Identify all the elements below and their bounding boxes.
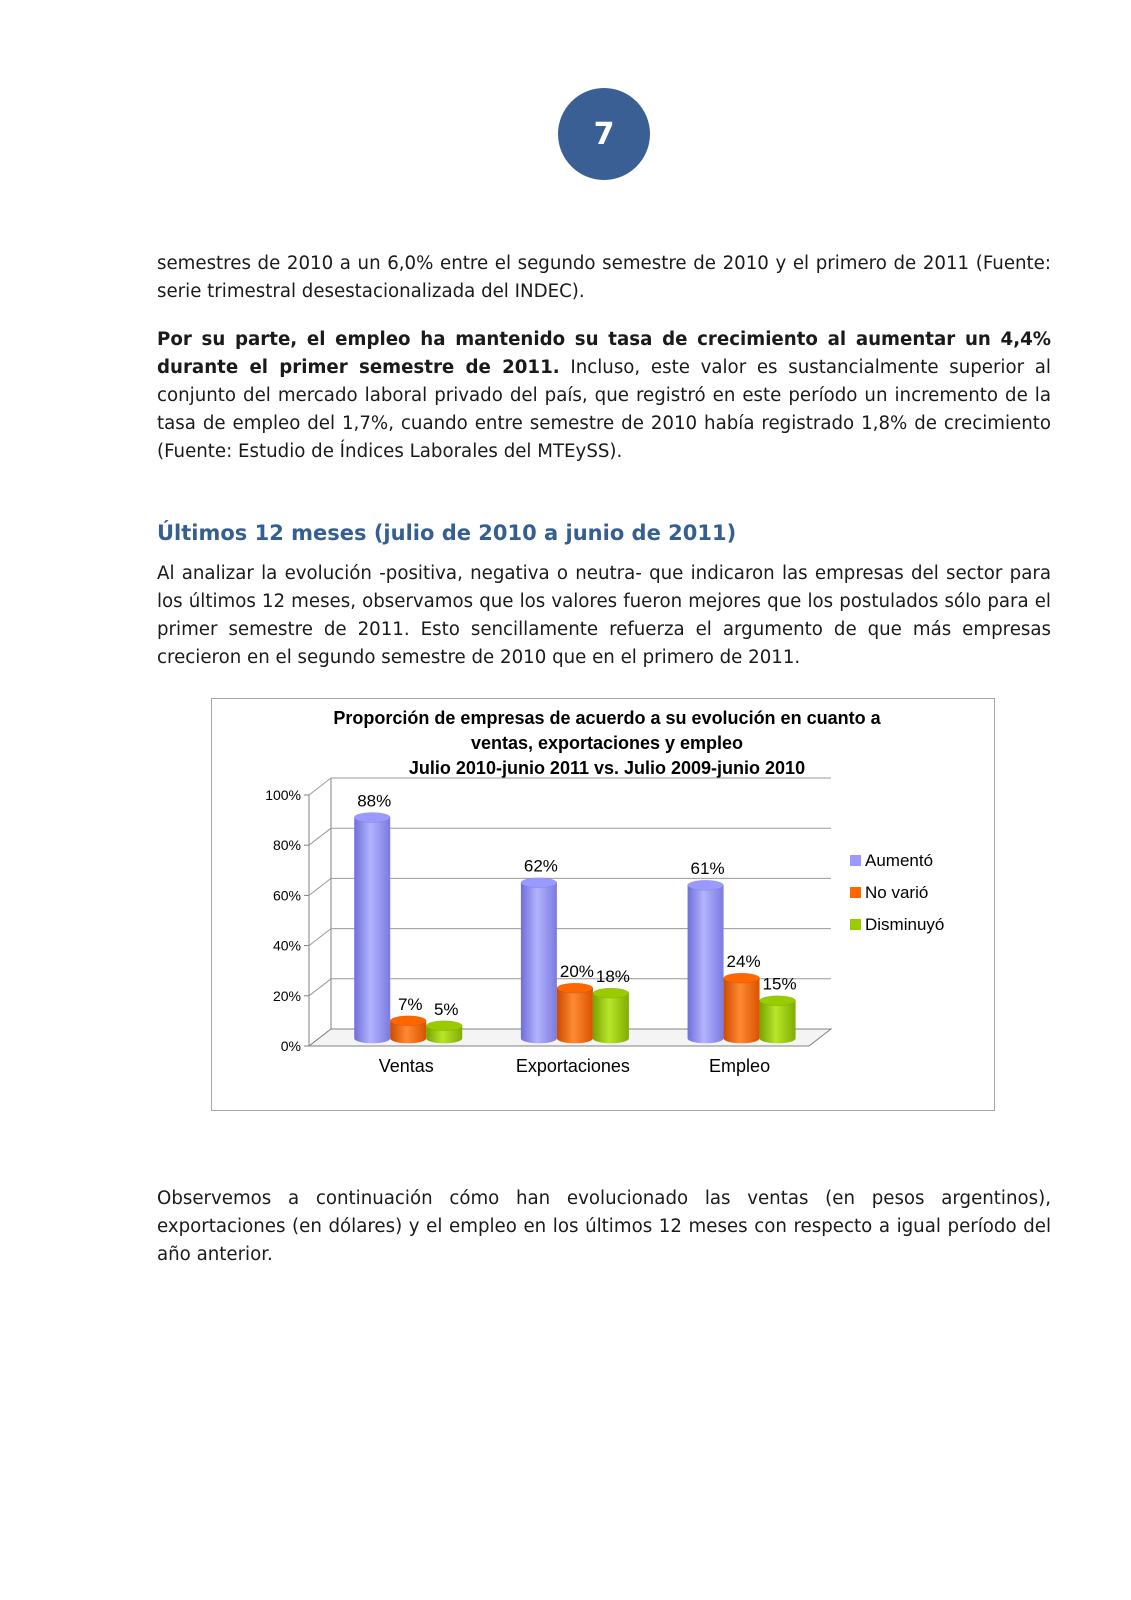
page-number: 7 <box>593 116 615 152</box>
chart-data-label: 24% <box>726 952 761 972</box>
page-number-badge <box>558 88 650 180</box>
paragraph-3: Al analizar la evolución -positiva, negativa o neutra- que indicaron las empresas del sector para los últimos 12 meses, observamos que los valores fueron mejores que los postulados sólo para el primer semestre de 2011. Esto sencillamente refuerza el argumento de que más empresas crecieron en el segundo semestre de 2010 que en el primero de 2011. <box>157 563 1051 668</box>
chart-legend-label: Aumentó <box>865 851 934 870</box>
chart-category-label: Ventas <box>378 1056 434 1076</box>
paragraph-2 <box>157 326 1051 466</box>
chart-data-label: 5% <box>433 999 459 1019</box>
chart-data-label: 61% <box>690 859 725 879</box>
paragraph-2-rest: Incluso, este valor es sustancialmente superior al conjunto del mercado laboral privado del país, que registró en este período un incremento de la tasa de empleo del 1,7%, cuando entre semestre de 2010 había registrado 1,8% de crecimiento (Fuente: Estudio de Índices Laborales del MTEySS). <box>157 357 1051 462</box>
section-heading: Últimos 12 meses (julio de 2010 a junio de 2011) <box>157 521 737 545</box>
chart-gridline-side <box>309 828 331 845</box>
chart-data-label: 20% <box>559 962 594 982</box>
chart-bar-no-vari--exportaciones <box>557 988 593 1043</box>
chart-y-tick-label: 80% <box>272 837 301 854</box>
chart-bar-disminuy--empleo <box>760 1001 796 1044</box>
chart-legend <box>850 851 944 934</box>
chart-legend-swatch <box>850 855 861 866</box>
chart-data-label: 62% <box>523 856 558 876</box>
chart-title-group <box>333 708 881 778</box>
chart-bar-top <box>760 996 796 1006</box>
chart-legend-label: No varió <box>865 883 929 902</box>
chart-bar-top <box>354 812 390 822</box>
chart-bar-top <box>724 973 760 983</box>
chart-gridline-side <box>309 979 331 996</box>
chart-legend-label: Disminuyó <box>865 915 945 934</box>
chart-data-label: 88% <box>357 791 392 811</box>
chart-title-line: Julio 2010-junio 2011 vs. Julio 2009-junio 2010 <box>408 758 806 778</box>
chart-bar-top <box>593 988 629 998</box>
chart-legend-swatch <box>850 887 861 898</box>
chart-bar-top <box>688 880 724 890</box>
chart-y-tick-label: 100% <box>265 787 301 803</box>
chart-bar-disminuy--exportaciones <box>593 993 629 1043</box>
paragraph-2-bold: Por su parte, el empleo ha mantenido su tasa de crecimiento al aumentar un 4,4% durante el primer semestre de 2011. <box>157 329 1051 378</box>
chart-bar-no-vari--empleo <box>724 978 760 1043</box>
chart-data-label: 7% <box>397 994 423 1014</box>
chart-bar-top <box>521 878 557 888</box>
chart-bar-top <box>390 1016 426 1026</box>
chart-gridline-side <box>309 778 331 795</box>
chart-data-label: 15% <box>762 974 797 994</box>
chart-title-line: ventas, exportaciones y empleo <box>470 733 744 753</box>
chart-gridline-side <box>309 929 331 946</box>
paragraph-4: Observemos a continuación cómo han evolucionado las ventas (en pesos argentinos), exportaciones (en dólares) y el empleo en los últimos 12 meses con respecto a igual período del año anterior. <box>157 1188 1051 1265</box>
bar-chart <box>212 699 994 1110</box>
chart-y-tick-label: 40% <box>272 937 301 954</box>
chart-bar-aument--empleo <box>688 885 724 1043</box>
chart-bar-aument--ventas <box>354 817 390 1043</box>
chart-y-tick-label: 20% <box>272 987 301 1004</box>
chart-bar-aument--exportaciones <box>521 883 557 1044</box>
chart-category-label: Exportaciones <box>515 1056 630 1076</box>
chart-y-tick-label: 60% <box>272 887 301 904</box>
chart-title-line: Proporción de empresas de acuerdo a su evolución en cuanto a <box>333 708 881 728</box>
chart-gridline-side <box>309 878 331 895</box>
chart-frame <box>211 698 995 1111</box>
chart-y-tick-label: 0% <box>280 1038 301 1054</box>
paragraph-1: semestres de 2010 a un 6,0% entre el segundo semestre de 2010 y el primero de 2011 (Fuente: serie trimestral desestacionalizada del INDEC). <box>157 253 1051 302</box>
chart-data-label: 18% <box>595 967 630 987</box>
chart-category-label: Empleo <box>709 1056 771 1076</box>
chart-legend-swatch <box>850 919 861 930</box>
chart-bar-top <box>557 983 593 993</box>
chart-bar-top <box>426 1021 462 1031</box>
